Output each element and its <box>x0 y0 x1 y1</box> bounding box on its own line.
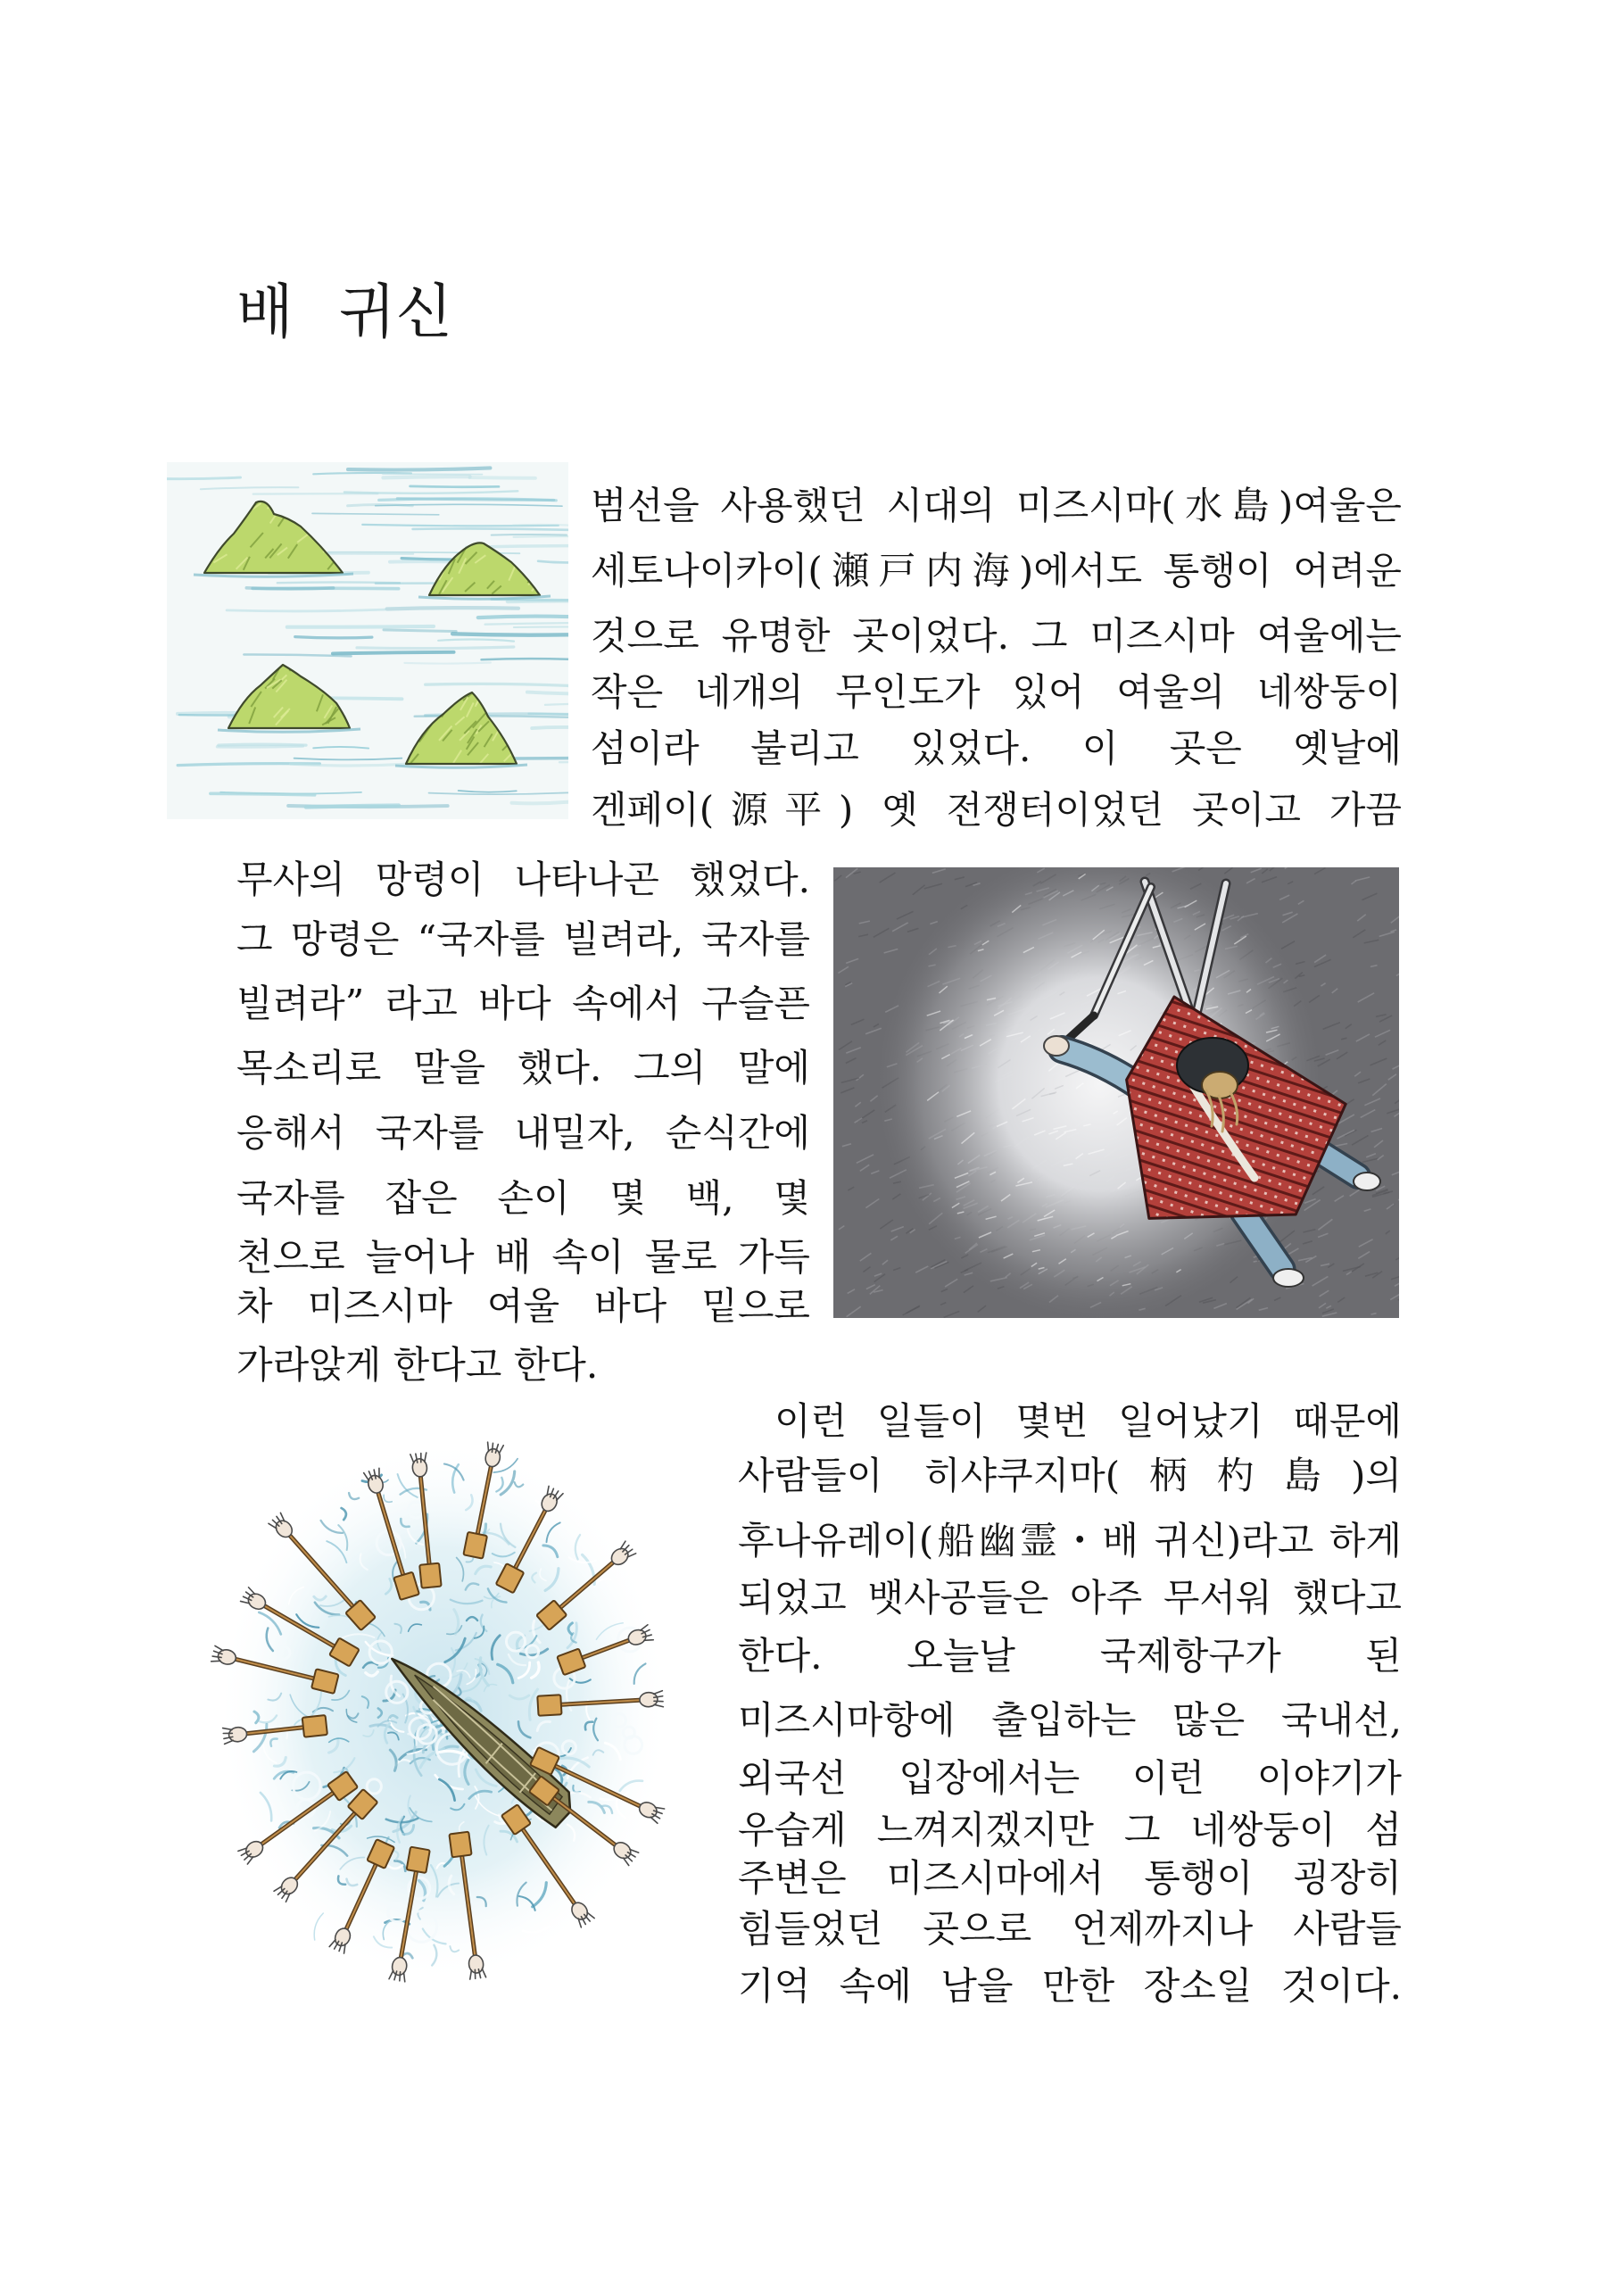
text-line: 목소리로 말을 했다. 그의 말에 <box>236 1046 810 1090</box>
water-stroke <box>219 744 306 745</box>
water-stroke <box>387 608 519 609</box>
water-stroke <box>333 652 454 654</box>
foot <box>1354 1173 1380 1190</box>
text-line: 후나유레이(船幽霊・배 귀신)라고 하게 <box>738 1519 1402 1562</box>
text-line: 미즈시마항에 출입하는 많은 국내선, <box>738 1698 1402 1742</box>
finger <box>654 1701 663 1703</box>
water-stroke <box>512 801 569 803</box>
text-line: 외국선 입장에서는 이런 이야기가 <box>738 1756 1402 1800</box>
hand <box>1044 1036 1069 1056</box>
text-line: 차 미즈시마 여울 바다 밑으로 <box>236 1284 810 1328</box>
text-line: 범선을 사용했던 시대의 미즈시마(水島)여울은 <box>591 484 1402 527</box>
water-stroke <box>470 477 535 478</box>
text-line: 주변은 미즈시마에서 통행이 굉장히 <box>738 1856 1402 1900</box>
ladle-cup <box>407 1847 430 1873</box>
ladles-illustration <box>207 1413 723 1995</box>
finger <box>223 1732 232 1734</box>
water-stroke <box>167 477 241 479</box>
text-line: 가라앉게 한다고 한다. <box>236 1343 599 1387</box>
text-line: 사람들이 히샤쿠지마(柄杓島)의 <box>738 1454 1402 1497</box>
text-line: 섬이라 불리고 있었다. 이 곳은 옛날에 <box>591 726 1402 770</box>
water-stroke <box>287 626 434 627</box>
water-stroke <box>532 727 568 728</box>
text-line: 되었고 뱃사공들은 아주 무서워 했다고 <box>738 1576 1402 1620</box>
foot <box>1273 1269 1304 1287</box>
ladle-cup <box>463 1532 487 1559</box>
ladle-cup <box>302 1715 327 1737</box>
text-line: 빌려라” 라고 바다 속에서 구슬픈 <box>236 982 810 1025</box>
water-stroke <box>397 499 553 501</box>
text-line: 무사의 망령이 나타나곤 했었다. <box>236 858 810 901</box>
water-stroke <box>348 505 413 506</box>
ladle-cup <box>449 1832 471 1858</box>
water-stroke <box>527 692 568 693</box>
ladle-cup <box>537 1695 561 1715</box>
water-stroke <box>410 486 499 487</box>
water-stroke <box>348 468 490 469</box>
ladle-cup <box>311 1669 339 1694</box>
water-stroke <box>357 647 514 649</box>
text-line: 응해서 국자를 내밀자, 순식간에 <box>236 1111 810 1155</box>
water-stroke <box>478 617 568 618</box>
text-line: 세토나이카이(瀬戸内海)에서도 통행이 어려운 <box>591 549 1402 593</box>
water-stroke <box>559 762 568 763</box>
water-stroke <box>384 630 456 632</box>
text-line: 그 망령은 “국자를 빌려라, 국자를 <box>236 917 810 961</box>
text-line: 것으로 유명한 곳이었다. 그 미즈시마 여울에는 <box>591 614 1402 658</box>
water-stroke <box>295 637 372 638</box>
text-line: 기억 속에 남을 만한 장소일 것이다. <box>738 1964 1402 2008</box>
text-line: 이런 일들이 몇번 일어났기 때문에 <box>774 1399 1402 1443</box>
text-line: 작은 네개의 무인도가 있어 여울의 네쌍둥이 <box>591 670 1402 714</box>
text-line: 겐페이(源平) 옛 전쟁터이었던 곳이고 가끔 <box>591 788 1402 832</box>
water-stroke <box>246 588 333 589</box>
warrior-ghost-illustration <box>833 867 1399 1318</box>
water-stroke <box>404 663 491 664</box>
text-line: 한다. 오늘날 국제항구가 된 <box>738 1634 1402 1678</box>
text-line: 힘들었던 곳으로 언제까지나 사람들 <box>738 1907 1402 1951</box>
text-line: 국자를 잡은 손이 몇 백, 몇 <box>236 1176 810 1220</box>
water-stroke <box>514 536 568 537</box>
water-stroke <box>211 793 315 795</box>
ladle-cup <box>419 1563 441 1588</box>
islands-illustration <box>167 462 568 819</box>
page-title: 배 귀신 <box>236 278 453 346</box>
text-line: 우습게 느껴지겠지만 그 네쌍둥이 섬 <box>738 1808 1402 1852</box>
text-line: 천으로 늘어나 배 속이 물로 가득 <box>236 1235 810 1279</box>
water-stroke <box>306 806 399 808</box>
finger <box>420 1454 422 1463</box>
